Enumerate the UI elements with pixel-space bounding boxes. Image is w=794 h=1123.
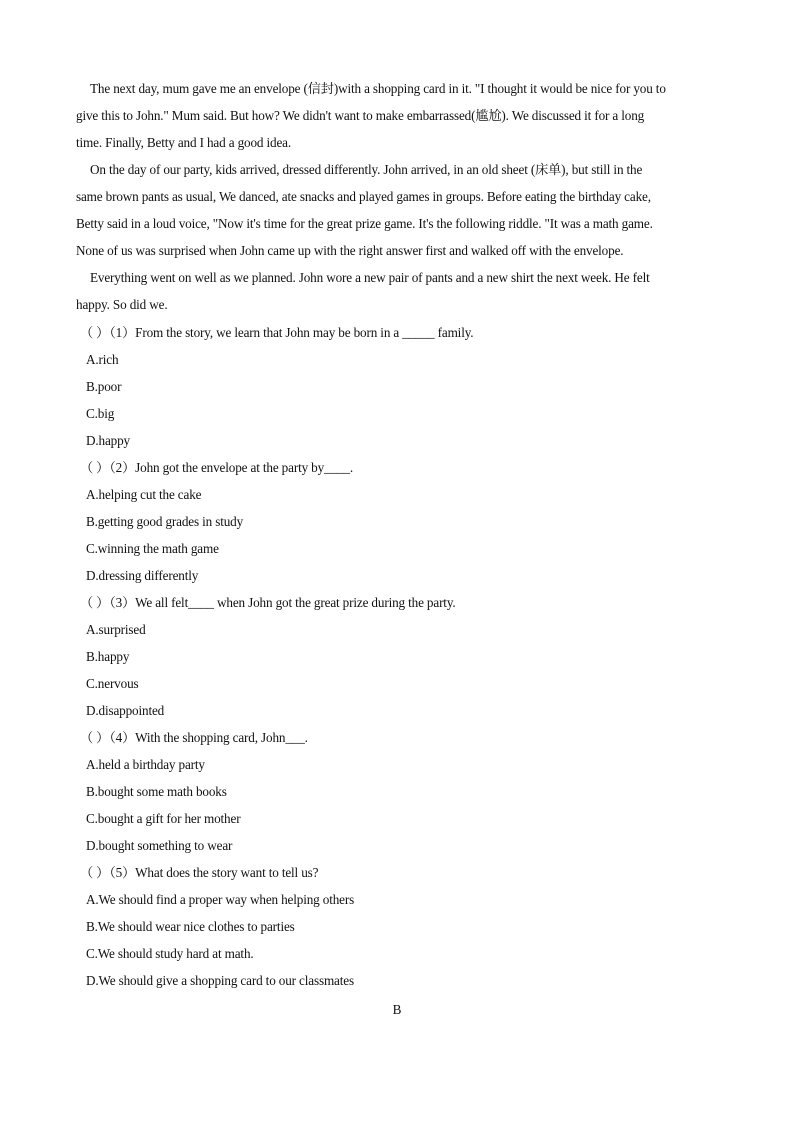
section-label: B [392,1002,402,1017]
question-3-stem: （ ）（3）We all felt____ when John got the great prize during the party. [80,595,456,610]
question-1-option-d: D.happy [86,433,130,448]
question-5-option-d: D.We should give a shopping card to our classmates [86,973,354,988]
question-4-option-c: C.bought a gift for her mother [86,811,241,826]
passage-line-9: happy. So did we. [76,297,168,312]
question-2-option-b: B.getting good grades in study [86,514,244,529]
passage-line-7: None of us was surprised when John came up with the right answer first and walked off with the envelope. [76,243,624,258]
passage-line-4: On the day of our party, kids arrived, dressed differently. John arrived, in an old sheet (床单), but still in the [90,162,643,177]
question-1-option-a: A.rich [86,352,119,367]
question-4-option-a: A.held a birthday party [86,757,205,772]
passage-line-1: The next day, mum gave me an envelope (信封)with a shopping card in it. "I thought it would be nice for you to [90,81,666,96]
passage-line-5: same brown pants as usual, We danced, ate snacks and played games in groups. Before eating the birthday cake, [76,189,651,204]
question-5-option-c: C.We should study hard at math. [86,946,254,961]
question-2-option-a: A.helping cut the cake [86,487,202,502]
question-4-option-b: B.bought some math books [86,784,227,799]
question-5-option-b: B.We should wear nice clothes to parties [86,919,295,934]
question-3-option-d: D.disappointed [86,703,165,718]
passage-line-6: Betty said in a loud voice, "Now it's time for the great prize game. It's the following riddle. "It was a math game. [76,216,653,231]
question-4-option-d: D.bought something to wear [86,838,233,853]
question-3-option-c: C.nervous [86,676,139,691]
question-2-option-d: D.dressing differently [86,568,199,583]
question-1-option-c: C.big [86,406,115,421]
question-4-stem: （ ）（4）With the shopping card, John___. [80,730,308,745]
passage-line-2: give this to John." Mum said. But how? We didn't want to make embarrassed(尴尬). We discussed it for a long [76,108,645,123]
question-5-stem: （ ）（5）What does the story want to tell us? [80,865,319,880]
question-3-option-a: A.surprised [86,622,146,637]
passage-line-8: Everything went on well as we planned. John wore a new pair of pants and a new shirt the next week. He felt [90,270,650,285]
question-3-option-b: B.happy [86,649,130,664]
passage-line-3: time. Finally, Betty and I had a good idea. [76,135,292,150]
question-1-stem: （ ）（1）From the story, we learn that John may be born in a _____ family. [80,325,474,340]
question-5-option-a: A.We should find a proper way when helping others [86,892,355,907]
question-2-option-c: C.winning the math game [86,541,219,556]
question-1-option-b: B.poor [86,379,122,394]
question-2-stem: （ ）（2）John got the envelope at the party by____. [80,460,353,475]
